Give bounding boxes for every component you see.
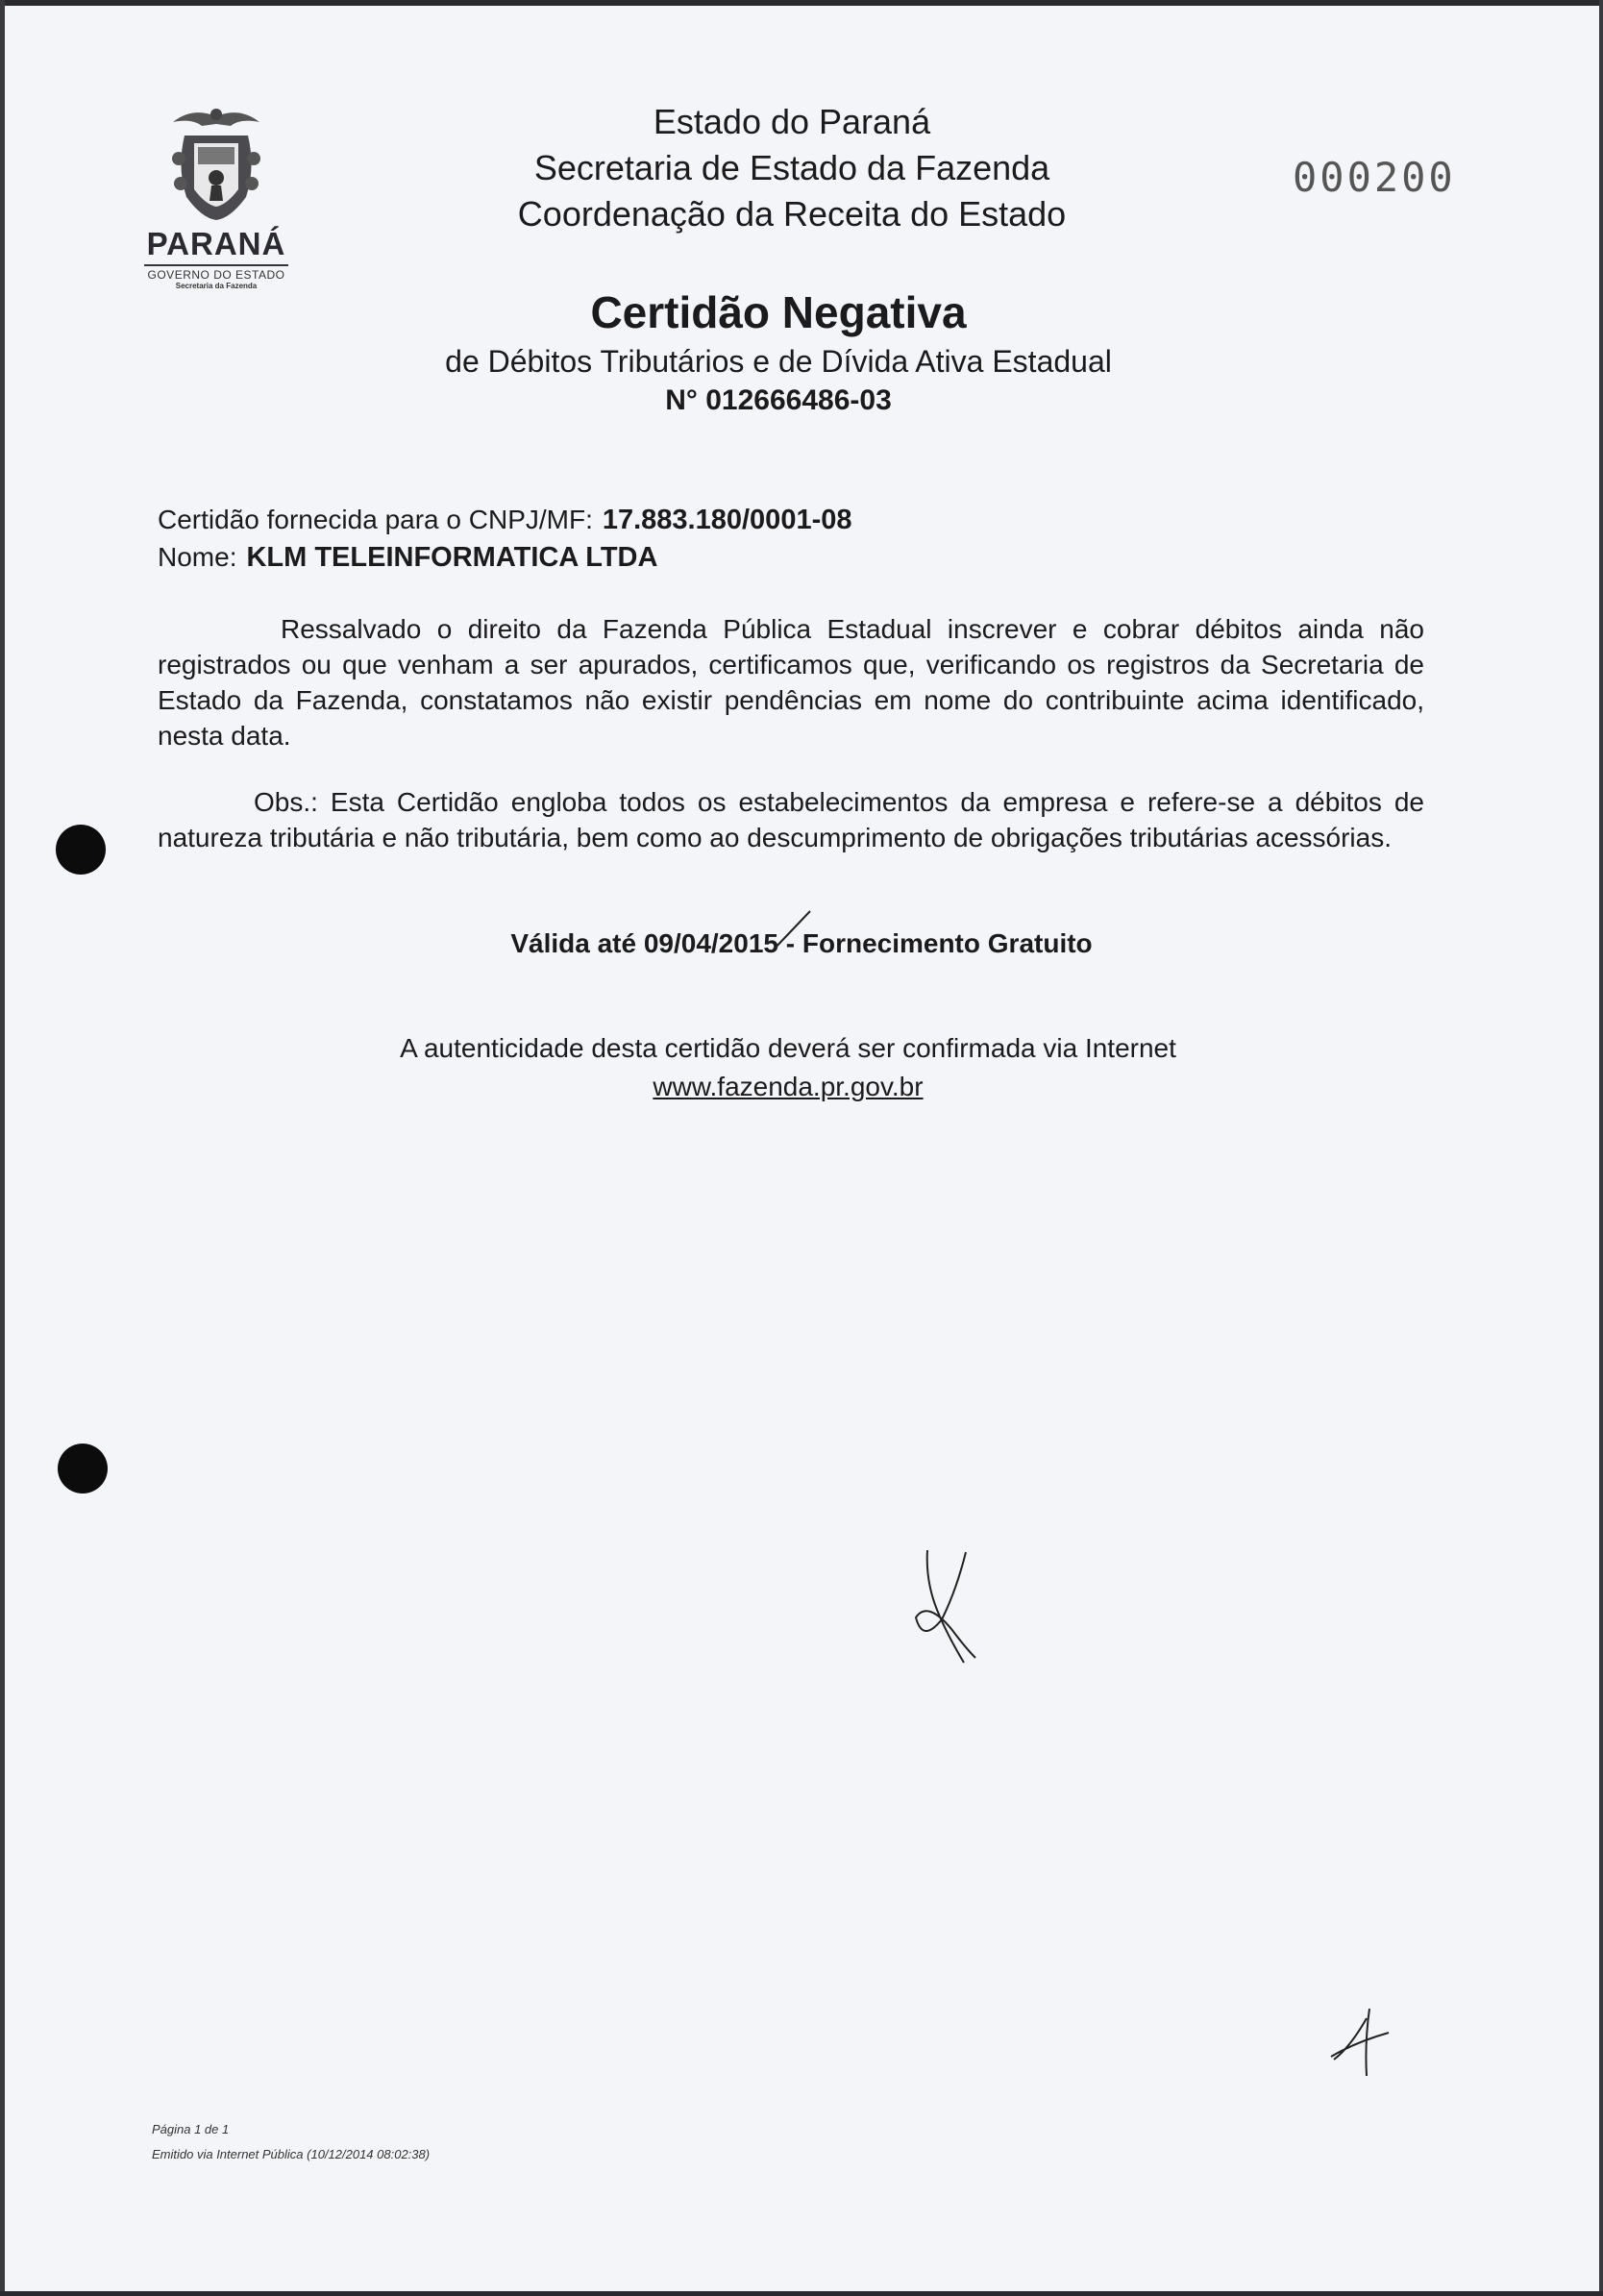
header-coordenacao: Coordenação da Receita do Estado [517,194,1067,234]
logo-subtitle-government: GOVERNO DO ESTADO [147,268,285,282]
cnpj-label: Certidão fornecida para o CNPJ/MF: [158,505,593,534]
name-value: KLM TELEINFORMATICA LTDA [246,542,658,573]
header-secretaria: Secretaria de Estado da Fazenda [533,148,1050,187]
binder-hole-top [56,825,106,875]
authenticity-notice: A autenticidade desta certidão deverá ser confirmada via Internet [400,1033,1176,1063]
name-line [158,542,657,574]
name-label: Nome: [158,542,237,572]
handwritten-page-initial [1326,2004,1403,2081]
cnpj-value: 17.883.180/0001-08 [602,505,852,535]
pen-tick-mark [764,903,822,961]
authenticity-url-link[interactable]: www.fazenda.pr.gov.br [653,1072,924,1101]
scan-edge-top [0,0,1603,6]
certificate-subtitle: de Débitos Tributários e de Dívida Ativa Estadual [445,344,1112,379]
scan-edge-bottom [0,2291,1603,2296]
scan-edge-right [1599,0,1603,2296]
page-number-stamp: 000200 [1293,154,1456,201]
footer-issued-info: Emitido via Internet Pública (10/12/2014 08:02:38) [152,2147,431,2161]
certificate-number: N° 012666486-03 [665,384,892,416]
logo-subtitle-secretaria: Secretaria da Fazenda [175,282,258,290]
certificate-title: Certidão Negativa [590,287,967,337]
binder-hole-bottom [58,1444,108,1494]
cnpj-line [158,505,852,536]
handwritten-initial-mark [908,1543,995,1667]
body-paragraph-obs: Obs.: Esta Certidão engloba todos os estabelecimentos da empresa e refere-se a débitos de natureza tributária e não tributária, bem como ao descumprimento de obrigações tributárias acessórias. [158,787,1424,852]
body-paragraph-main: Ressalvado o direito da Fazenda Pública Estadual inscrever e cobrar débitos ainda não registrados ou que venham a ser apurados, certificamos que, verificando os registros da Secretaria de Estado da Fazenda, constatamos não existir pendências em nome do contribuinte acima identificado, nesta data. [158,614,1424,751]
footer-page-count: Página 1 de 1 [152,2122,230,2136]
logo-wordmark: PARANÁ [144,226,288,266]
header-state: Estado do Paraná [653,102,931,141]
validity-line: Válida até 09/04/2015 - Fornecimento Gratuito [510,928,1093,958]
